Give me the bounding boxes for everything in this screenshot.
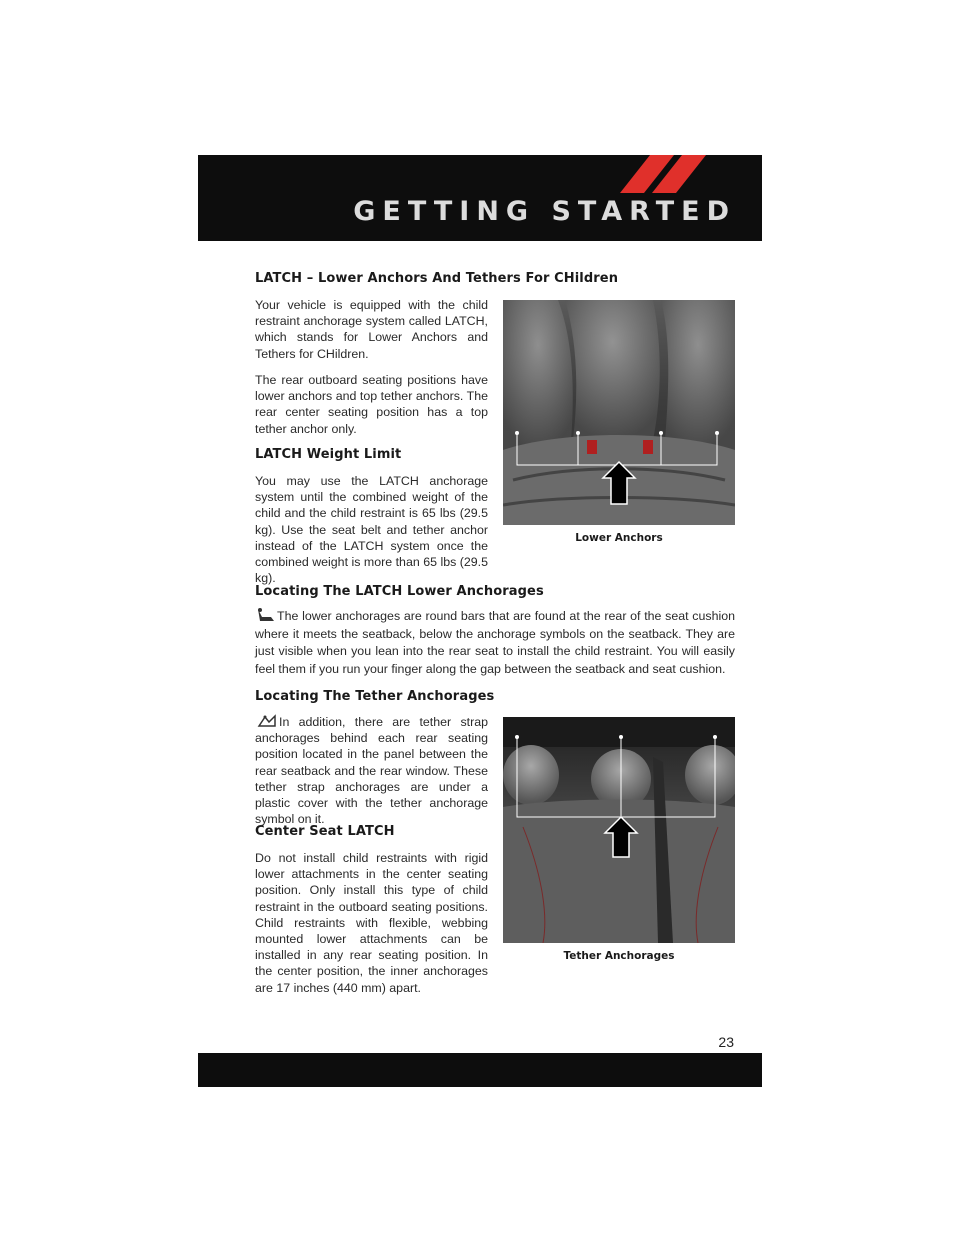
heading-weight-limit: LATCH Weight Limit — [255, 447, 402, 462]
section-title: GETTING STARTED — [353, 196, 736, 227]
lower-anchors-photo — [503, 300, 735, 525]
page-header — [198, 155, 762, 241]
weight-paragraph: You may use the LATCH anchorage system until the combined weight of the child and the child restraint is 65 lbs (29.5 kg). Use the seat belt and tether anchor instead of the LATCH system once the combined weight is more than 65 lbs (29.5 kg). — [255, 474, 488, 586]
latch-paragraph-1: Your vehicle is equipped with the child restraint anchorage system called LATCH, which stands for Lower Anchors and Tethers for CHildren. — [255, 298, 488, 361]
heading-center-seat: Center Seat LATCH — [255, 824, 395, 839]
tether-anchorages-caption: Tether Anchorages — [563, 950, 675, 962]
page-footer — [198, 1053, 762, 1087]
tether-anchorages-paragraph: In addition, there are tether strap anchorages behind each rear seating position located in the panel between the rear seatback and the rear window. These tether strap anchorages are under a plastic cover with the tether anchorage symbol on it. — [255, 715, 488, 827]
page-number: 23 — [718, 1034, 734, 1050]
heading-lower-anchorages: Locating The LATCH Lower Anchorages — [255, 584, 544, 599]
heading-tether-anchorages: Locating The Tether Anchorages — [255, 689, 495, 704]
center-seat-paragraph: Do not install child restraints with rigid lower attachments in the center seating position. Only install this type of child restraint in the outboard seating positions. Child restraints with flexible, webbing mounted lower attachments can be installed in any rear seating position. In the center position, the inner anchorages are 17 inches (440 mm) apart. — [255, 851, 488, 995]
child-seat-lower-anchor-icon — [255, 608, 277, 622]
tether-anchorages-photo — [503, 717, 735, 943]
lower-anchors-caption: Lower Anchors — [575, 532, 663, 544]
heading-latch: LATCH – Lower Anchors And Tethers For CHildren — [255, 271, 619, 286]
lower-anchorages-paragraph: The lower anchorages are round bars that are found at the rear of the seat cushion where it meets the seatback, below the anchorage symbols on the seatback. They are just visible when you lean into the rear seat to install the child restraint. You will easily feel them if you run your finger along the gap between the seatback and seat cushion. — [255, 609, 735, 676]
tether-anchor-icon — [255, 714, 279, 728]
latch-paragraph-2: The rear outboard seating positions have lower anchors and top tether anchors. The rear center seating position has a top tether anchor only. — [255, 373, 488, 436]
